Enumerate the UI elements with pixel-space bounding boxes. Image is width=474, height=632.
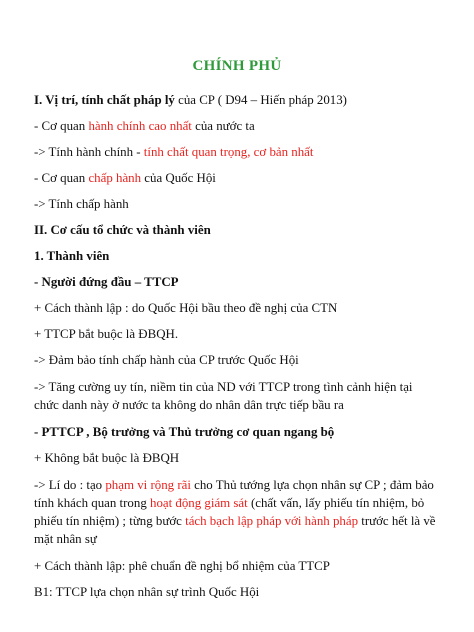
text-segment: -> Lí do : tạo <box>34 478 106 492</box>
section-1-heading <box>34 92 440 108</box>
subsection-members-heading: 1. Thành viên <box>34 249 110 263</box>
text-segment: (chất vấn, lấy phiếu tín nhiệm, bỏ phiếu tín nhiệm) ; từng bước <box>34 496 425 528</box>
highlight-text: tách bạch lập pháp với hành pháp <box>185 514 359 528</box>
leader-heading: - Người đứng đầu – TTCP <box>34 275 179 289</box>
highlight-text: phạm vi rộng rãi <box>105 478 191 492</box>
line-admin-nature <box>34 144 440 160</box>
highlight-text: hành chính cao nhất <box>88 119 192 133</box>
line-executive-body <box>34 170 440 186</box>
line-step-1: B1: TTCP lựa chọn nhân sự trình Quốc Hội <box>34 585 260 599</box>
line-pm-election: + Cách thành lập : do Quốc Hội bầu theo đề nghị của CTN <box>34 301 338 315</box>
text-segment: trước hết là về mặt nhân sự <box>34 514 436 546</box>
line-not-required-deputy: + Không bắt buộc là ĐBQH <box>34 451 180 465</box>
text-segment: -> Tính hành chính - <box>34 145 144 159</box>
line-ensure-executive: -> Đảm bảo tính chấp hành của CP trước Quốc Hội <box>34 353 299 367</box>
section-1-heading-bold: I. Vị trí, tính chất pháp lý <box>34 93 175 107</box>
paragraph-prestige: -> Tăng cường uy tín, niềm tin của ND với TTCP trong tình cảnh hiện tại chức danh này ở nước ta không do nhân dân trực tiếp bầu ra <box>34 380 413 412</box>
line-highest-admin <box>34 118 440 134</box>
line-pm-deputy-required: + TTCP bắt buộc là ĐBQH. <box>34 327 179 341</box>
line-executive-nature: -> Tính chấp hành <box>34 197 129 211</box>
text-segment: cho Thủ tướng lựa chọn nhân sự CP ; đảm bảo tính khách quan trong <box>34 478 434 510</box>
highlight-text: chấp hành <box>88 171 142 185</box>
deputies-heading: - PTTCP , Bộ trưởng và Thủ trưởng cơ quan ngang bộ <box>34 425 335 439</box>
paragraph-reason <box>34 476 440 548</box>
section-2-heading: II. Cơ cấu tổ chức và thành viên <box>34 223 211 237</box>
highlight-text: hoạt động giám sát <box>150 496 248 510</box>
text-segment: của Quốc Hội <box>141 171 216 185</box>
highlight-text: tính chất quan trọng, cơ bản nhất <box>143 145 314 159</box>
text-segment: của nước ta <box>191 119 255 133</box>
line-approval: + Cách thành lập: phê chuẩn đề nghị bổ nhiệm của TTCP <box>34 559 330 573</box>
text-segment: - Cơ quan <box>34 119 89 133</box>
document-title: CHÍNH PHỦ <box>192 58 282 74</box>
section-1-heading-rest: của CP ( D94 – Hiến pháp 2013) <box>174 93 347 107</box>
text-segment: - Cơ quan <box>34 171 89 185</box>
